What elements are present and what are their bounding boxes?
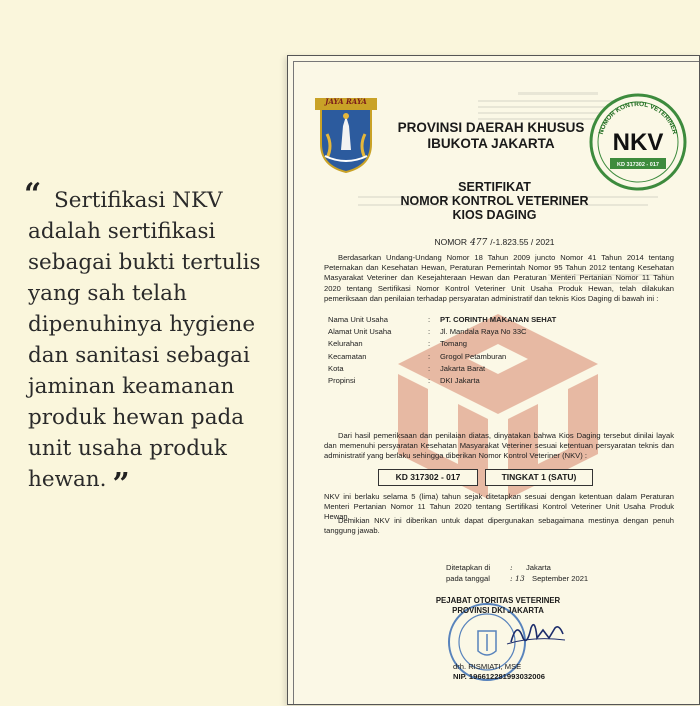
detail-row	[328, 375, 556, 387]
detail-label: Alamat Unit Usaha	[328, 327, 392, 337]
detail-row	[328, 363, 556, 375]
official-line-2: PROVINSI DKI JAKARTA	[452, 606, 544, 615]
set-at-value: Jakarta	[526, 563, 551, 572]
detail-value: PT. CORINTH MAKANAN SEHAT	[440, 315, 557, 324]
detail-value: Tomang	[440, 339, 468, 349]
date-handwritten: 13	[514, 573, 525, 583]
province-title	[391, 120, 591, 152]
detail-separator: :	[428, 339, 431, 349]
detail-separator: :	[428, 327, 431, 337]
detail-separator: :	[428, 315, 431, 324]
business-details	[328, 314, 556, 387]
detail-label: Kecamatan	[328, 351, 367, 361]
nkv-mark: NKV	[612, 129, 664, 156]
nkv-logo	[588, 92, 688, 192]
official-line-1: PEJABAT OTORITAS VETERINER	[435, 596, 561, 605]
detail-value: DKI Jakarta	[440, 376, 480, 386]
validity-paragraph: NKV ini berlaku selama 5 (lima) tahun sejak ditetapkan sesuai dengan ketentuan dalam Peraturan Menteri Pertanian Nomor 11 Tahun 2020 tentang Sertifikasi Kontrol Veteriner Unit Usaha Produk Hewan.	[324, 492, 674, 522]
date-label: pada tanggal	[446, 573, 490, 583]
open-quote-mark: “	[24, 177, 42, 212]
title-line-2: NOMOR KONTROL VETERINER	[400, 194, 589, 208]
quote-body: Sertifikasi NKV adalah sertifikasi sebagai bukti tertulis yang sah telah dipenuhinya hygiene dan sanitasi sebagai jaminan keamanan produk hewan pada unit usaha produk hewan.	[28, 188, 261, 492]
detail-row	[328, 314, 556, 326]
detail-separator: :	[428, 351, 431, 361]
nomor-label: NOMOR	[434, 237, 468, 247]
signer-nip: NIP. 196612281993032006	[453, 672, 545, 681]
official-title	[428, 596, 568, 616]
certificate-heading	[288, 180, 700, 222]
detail-value: Jakarta Barat	[440, 363, 486, 373]
jakarta-crest-logo	[313, 94, 379, 174]
detail-label: Kelurahan	[328, 339, 363, 349]
nkv-logo-code: KD 317302 - 017	[617, 162, 659, 168]
detail-row	[328, 351, 556, 363]
detail-row	[328, 326, 556, 338]
detail-label: Nama Unit Usaha	[328, 315, 388, 324]
quote-text	[28, 185, 278, 500]
detail-value: Grogol Petamburan	[440, 351, 507, 361]
detail-label: Kota	[328, 363, 344, 373]
province-line-1: PROVINSI DAERAH KHUSUS	[397, 120, 585, 135]
close-quote-mark: ”	[112, 467, 130, 502]
detail-label: Propinsi	[328, 376, 356, 386]
signer-name: drh. RISMIATI, MSE	[453, 662, 522, 671]
issuance-block: Ditetapkan di : Jakarta pada tanggal : 13 September 2021	[446, 563, 589, 583]
signature	[503, 616, 573, 650]
province-line-2: IBUKOTA JAKARTA	[427, 136, 555, 151]
detail-separator: :	[428, 376, 431, 386]
nkv-level-box: TINGKAT 1 (SATU)	[485, 469, 593, 486]
nkv-ring-text: NOMOR KONTROL VETERINER	[597, 100, 679, 136]
closing-paragraph: Demikian NKV ini diberikan untuk dapat dipergunakan sebagaimana mestinya dengan penuh tanggung jawab.	[324, 516, 674, 536]
detail-value: Jl. Mandala Raya No 33C	[440, 327, 527, 337]
certificate-number	[288, 237, 700, 248]
signer-block	[453, 662, 573, 682]
title-line-3: KIOS DAGING	[452, 208, 537, 222]
certificate	[287, 55, 700, 705]
date-value: September 2021	[532, 573, 589, 583]
title-line-1: SERTIFIKAT	[458, 180, 531, 194]
quote-panel	[24, 177, 278, 502]
detail-separator: :	[428, 363, 431, 373]
nkv-code-box: KD 317302 - 017	[378, 469, 478, 486]
detail-row	[328, 338, 556, 350]
set-at-label: Ditetapkan di	[446, 563, 491, 572]
nomor-suffix: /-1.823.55 / 2021	[490, 237, 555, 247]
result-paragraph: Dari hasil pemeriksaan dan penilaian diatas, dinyatakan bahwa Kios Daging tersebut dinilai layak dan memenuhi persyaratan Kesehatan Masyarakat Veteriner sesuai ketentuan persyaratan teknis dan administratif yang berlaku sehingga diberikan Nomor Kontrol Veteriner (NKV) :	[324, 431, 674, 461]
intro-paragraph: Berdasarkan Undang-Undang Nomor 18 Tahun 2009 juncto Nomor 41 Tahun 2014 tentang Peternakan dan Kesehatan Hewan, Peraturan Pemerintah Nomor 95 Tahun 2012 tentang Kesehatan Masyarakat Veteriner dan Kesejahteraan Hewan dan Peraturan Menteri Pertanian Nomor 11 Tahun 2020 tentang Sertifikasi Nomor Kontrol Veteriner Unit Usaha Produk Hewan, telah dilakukan pemeriksaan dan penilaian terhadap persyaratan administratif dan teknis Kios Daging di bawah ini :	[324, 253, 674, 303]
crest-banner-text: JAYA RAYA	[325, 97, 367, 106]
nomor-handwritten: 477	[470, 238, 488, 248]
